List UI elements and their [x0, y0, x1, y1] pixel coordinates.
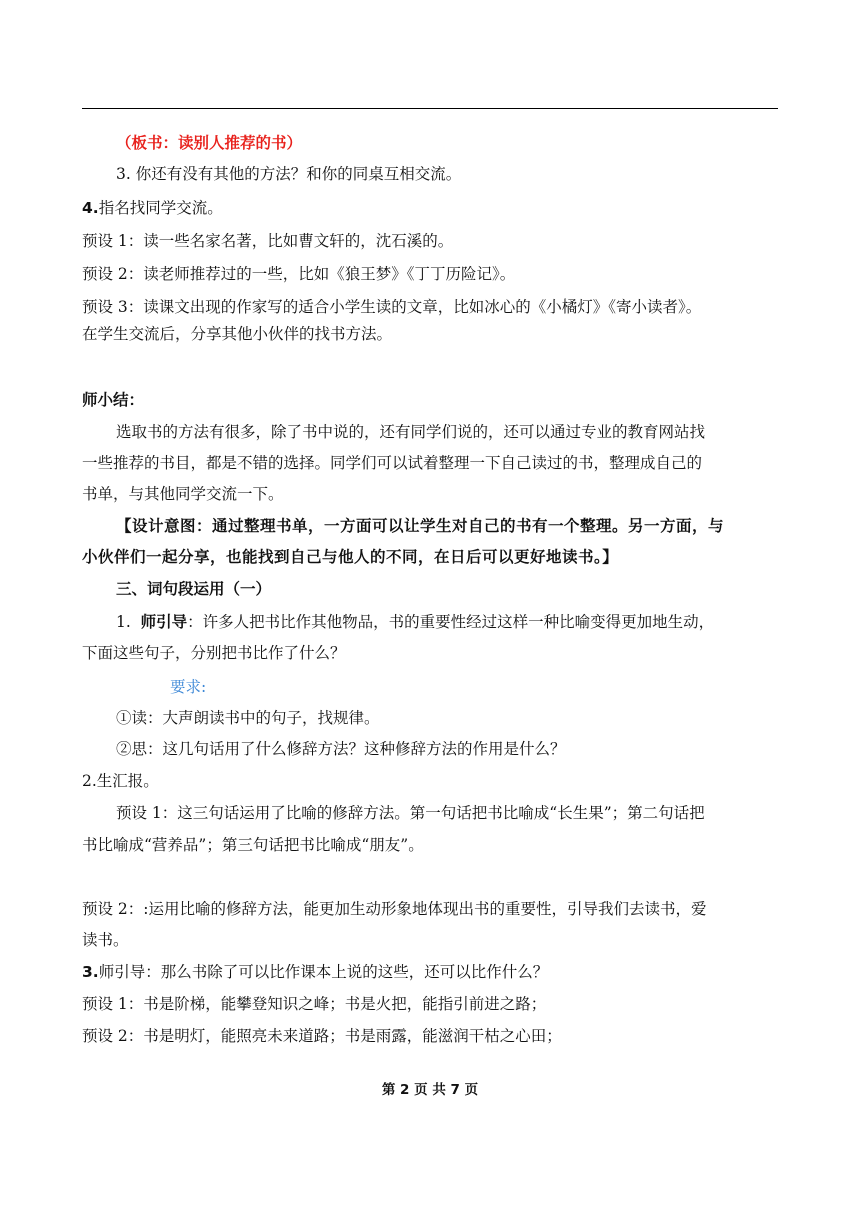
requirement-think: ②思：这几句话用了什么修辞方法？这种修辞方法的作用是什么？ [116, 740, 566, 758]
report-preset-2-line-2: 读书。 [82, 931, 129, 949]
step-3: 3. 你还有没有其他的方法？和你的同桌互相交流。 [116, 165, 462, 183]
header-rule [82, 108, 778, 109]
guide-1-number: 1. [116, 613, 131, 631]
guide-1-text: ：许多人把书比作其他物品，书的重要性经过这样一种比喻变得更加地生动， [187, 613, 715, 631]
step-4-number: 4. [82, 199, 99, 217]
guide-3-preset-1: 预设 1：书是阶梯，能攀登知识之峰；书是火把，能指引前进之路； [82, 995, 547, 1013]
report-preset-1-line-1: 预设 1：这三句话运用了比喻的修辞方法。第一句话把书比喻成“长生果”；第二句话把 [116, 804, 705, 822]
design-intent-line-1: 【设计意图：通过整理书单，一方面可以让学生对自己的书有一个整理。另一方面，与 [116, 516, 725, 535]
guide-1-continued: 下面这些句子，分别把书比作了什么？ [82, 644, 346, 662]
guide-3-text: 师引导：那么书除了可以比作课本上说的这些，还可以比作什么？ [98, 963, 549, 981]
report-preset-2-line-1: 预设 2：:运用比喻的修辞方法，能更加生动形象地体现出书的重要性，引导我们去读书，爱 [82, 900, 707, 918]
step-4-text: 指名找同学交流。 [98, 199, 223, 217]
summary-line-3: 书单，与其他同学交流一下。 [82, 485, 284, 503]
guide-1 [116, 611, 714, 633]
guide-1-label: 师引导 [140, 613, 188, 631]
after-share: 在学生交流后，分享其他小伙伴的找书方法。 [82, 325, 393, 343]
section-3-title: 三、词句段运用（一） [116, 580, 272, 598]
requirement-read: ①读：大声朗读书中的句子，找规律。 [116, 709, 380, 727]
summary-line-1: 选取书的方法有很多，除了书中说的，还有同学们说的，还可以通过专业的教育网站找 [116, 423, 706, 441]
page-number-footer: 第 2 页 共 7 页 [381, 1082, 479, 1098]
board-note: （板书：读别人推荐的书） [116, 134, 303, 152]
design-intent-line-2: 小伙伴们一起分享，也能找到自己与他人的不同，在日后可以更好地读书。】 [82, 547, 619, 566]
preset-3: 预设 3：读课文出现的作家写的适合小学生读的文章，比如冰心的《小橘灯》《寄小读者》。 [82, 298, 702, 316]
preset-1: 预设 1：读一些名家名著，比如曹文轩的，沈石溪的。 [82, 232, 454, 250]
guide-3 [82, 961, 548, 983]
summary-line-2: 一些推荐的书目，都是不错的选择。同学们可以试着整理一下自己读过的书，整理成自己的 [82, 454, 703, 472]
student-report: 2.生汇报。 [82, 772, 159, 790]
teacher-summary-title: 师小结： [82, 391, 145, 409]
preset-2: 预设 2：读老师推荐过的一些，比如《狼王梦》《丁丁历险记》。 [82, 265, 516, 283]
report-preset-1-line-2: 书比喻成“营养品”；第三句话把书比喻成“朋友”。 [82, 836, 424, 854]
guide-3-number: 3. [82, 963, 99, 981]
step-4 [82, 197, 223, 219]
requirement-label: 要求: [170, 678, 207, 696]
guide-3-preset-2: 预设 2：书是明灯，能照亮未来道路；书是雨露，能滋润干枯之心田； [82, 1027, 562, 1045]
